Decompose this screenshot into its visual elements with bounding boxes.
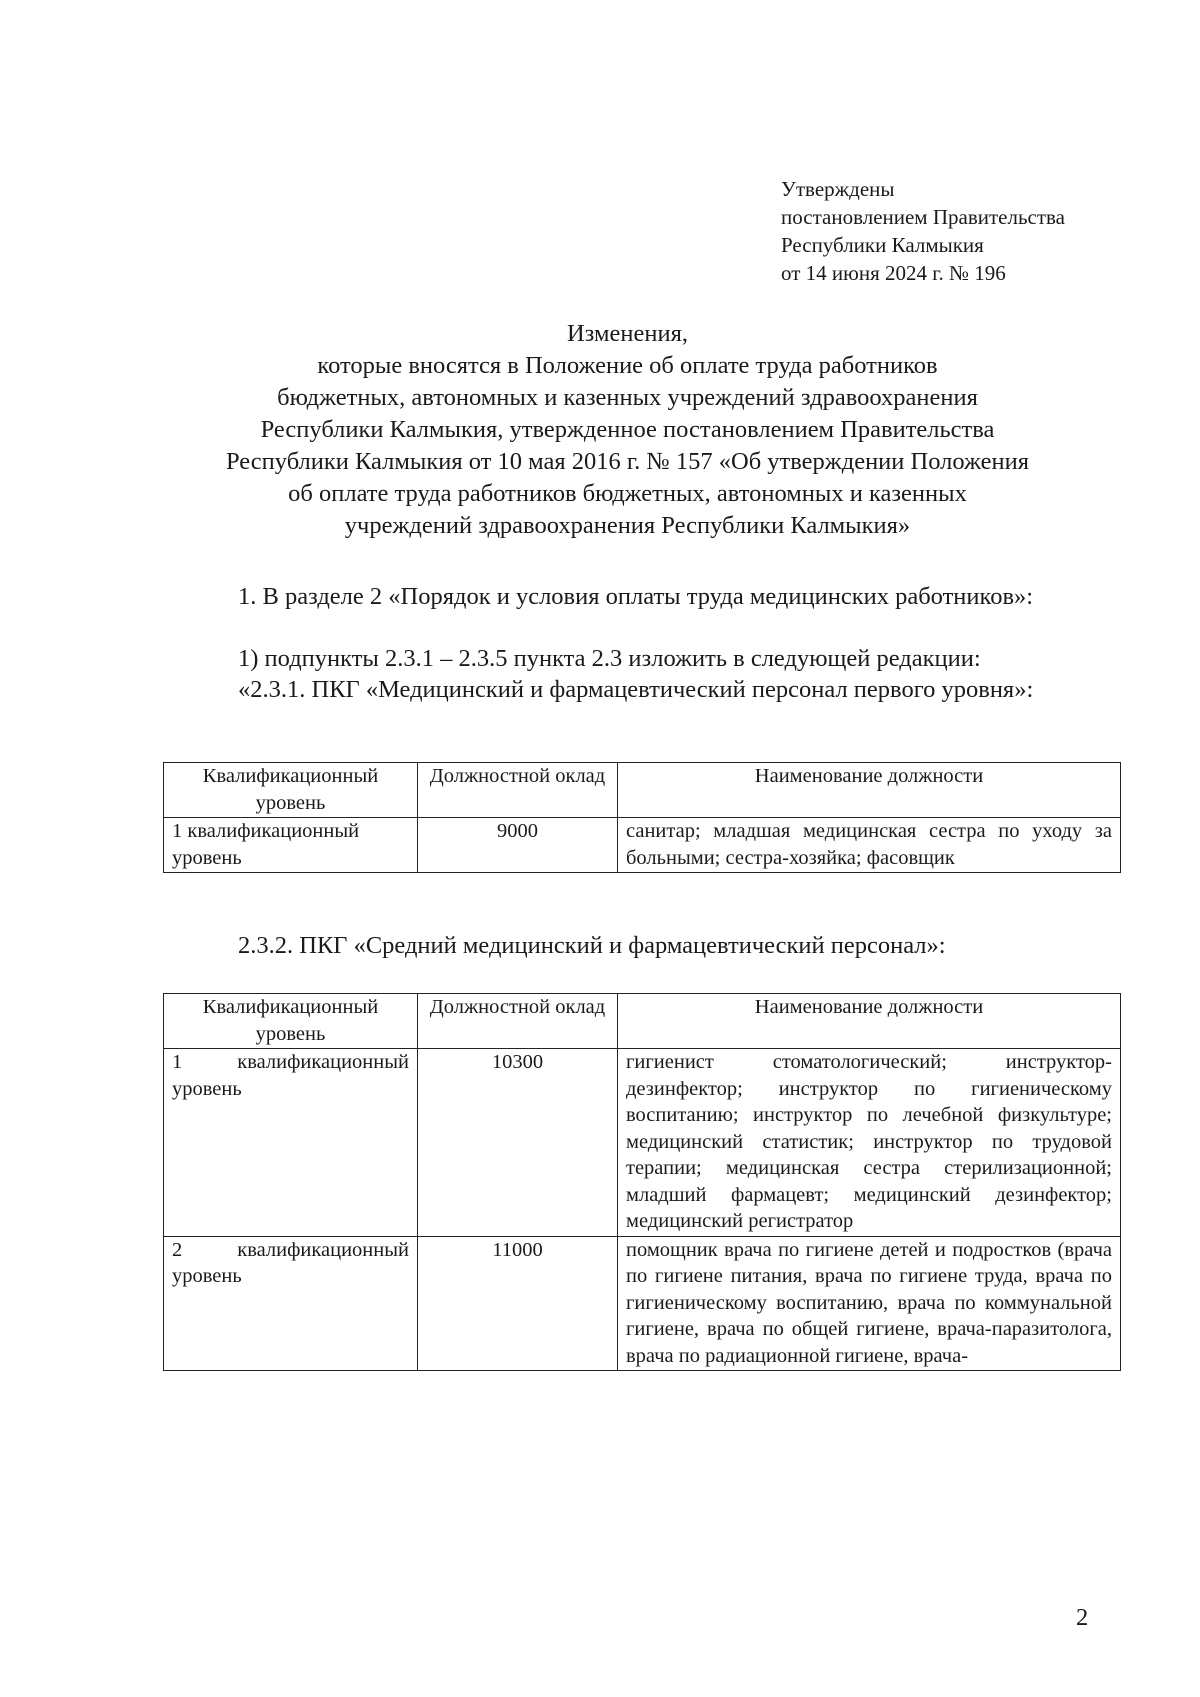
level-word: квалификационный (237, 1051, 409, 1073)
positions-cell: гигиенист стоматологический; инструктор-дезинфектор; инструктор по гигиеническому воспитанию; инструктор по лечебной физкультуре; медицинский статистик; инструктор по трудовой терапии; медицинская сестра стерилизационной; младший фармацевт; медицинский дезинфектор; медицинский регистратор (618, 1049, 1121, 1237)
level-tail: уровень (172, 1265, 242, 1287)
heading-line: бюджетных, автономных и казенных учреждений здравоохранения (277, 384, 978, 411)
section-1-paragraph: 1. В разделе 2 «Порядок и условия оплаты труда медицинских работников»: (238, 583, 1034, 610)
positions-cell: помощник врача по гигиене детей и подростков (врача по гигиене питания, врача по гигиене труда, врача по гигиеническому воспитанию, врача по коммунальной гигиене, врача по общей гигиене, врача-паразитолога, врача по радиационной гигиене, врача- (618, 1236, 1121, 1371)
level-tail: уровень (172, 1077, 242, 1100)
qualification-level-cell (164, 1049, 418, 1237)
heading-line: которые вносятся в Положение об оплате труда работников (317, 352, 938, 379)
level-word: квалификационный (237, 1238, 409, 1261)
header-salary: Должностной оклад (418, 763, 618, 818)
document-heading (150, 318, 1105, 542)
header-salary: Должностной оклад (418, 994, 618, 1049)
approval-line: постановлением Правительства (781, 205, 1066, 229)
qualification-level-cell: 1 квалификационный уровень (164, 818, 418, 873)
heading-line: Республики Калмыкия, утвержденное постановлением Правительства (260, 416, 995, 443)
heading-line: учреждений здравоохранения Республики Калмыкия» (344, 512, 911, 539)
table-row (164, 818, 1121, 873)
qualification-level-cell (164, 1236, 418, 1371)
page-number: 2 (1076, 1604, 1089, 1631)
level-number: 1 (172, 1051, 183, 1073)
level-number: 2 (172, 1238, 183, 1261)
table-row (164, 1049, 1121, 1237)
document-title: Изменения, (566, 320, 688, 347)
table-header-row (164, 994, 1121, 1049)
subsection-1-paragraph: 1) подпункты 2.3.1 – 2.3.5 пункта 2.3 изложить в следующей редакции: (238, 645, 981, 672)
pkg-2-3-1-table (163, 762, 1121, 873)
heading-line: об оплате труда работников бюджетных, автономных и казенных (288, 480, 967, 507)
positions-cell: санитар; младшая медицинская сестра по уходу за больными; сестра-хозяйка; фасовщик (618, 818, 1121, 873)
pkg-2-3-2-paragraph: 2.3.2. ПКГ «Средний медицинский и фармацевтический персонал»: (238, 932, 946, 959)
header-position-name: Наименование должности (618, 763, 1121, 818)
approval-date-line: от 14 июня 2024 г. № 196 (781, 261, 1006, 285)
table-row (164, 1236, 1121, 1371)
header-position-name: Наименование должности (618, 994, 1121, 1049)
approval-block (781, 175, 1065, 287)
salary-cell: 11000 (418, 1236, 618, 1371)
header-qualification-level: Квалификационный уровень (164, 763, 418, 818)
approval-line: Республики Калмыкия (781, 233, 984, 257)
table-header-row (164, 763, 1121, 818)
pkg-2-3-2-table (163, 993, 1121, 1371)
salary-cell: 10300 (418, 1049, 618, 1237)
pkg-2-3-1-paragraph: «2.3.1. ПКГ «Медицинский и фармацевтический персонал первого уровня»: (238, 676, 1034, 703)
heading-line: Республики Калмыкия от 10 мая 2016 г. № 157 «Об утверждении Положения (226, 448, 1029, 475)
approval-line: Утверждены (781, 177, 895, 201)
salary-cell: 9000 (418, 818, 618, 873)
header-qualification-level: Квалификационный уровень (164, 994, 418, 1049)
